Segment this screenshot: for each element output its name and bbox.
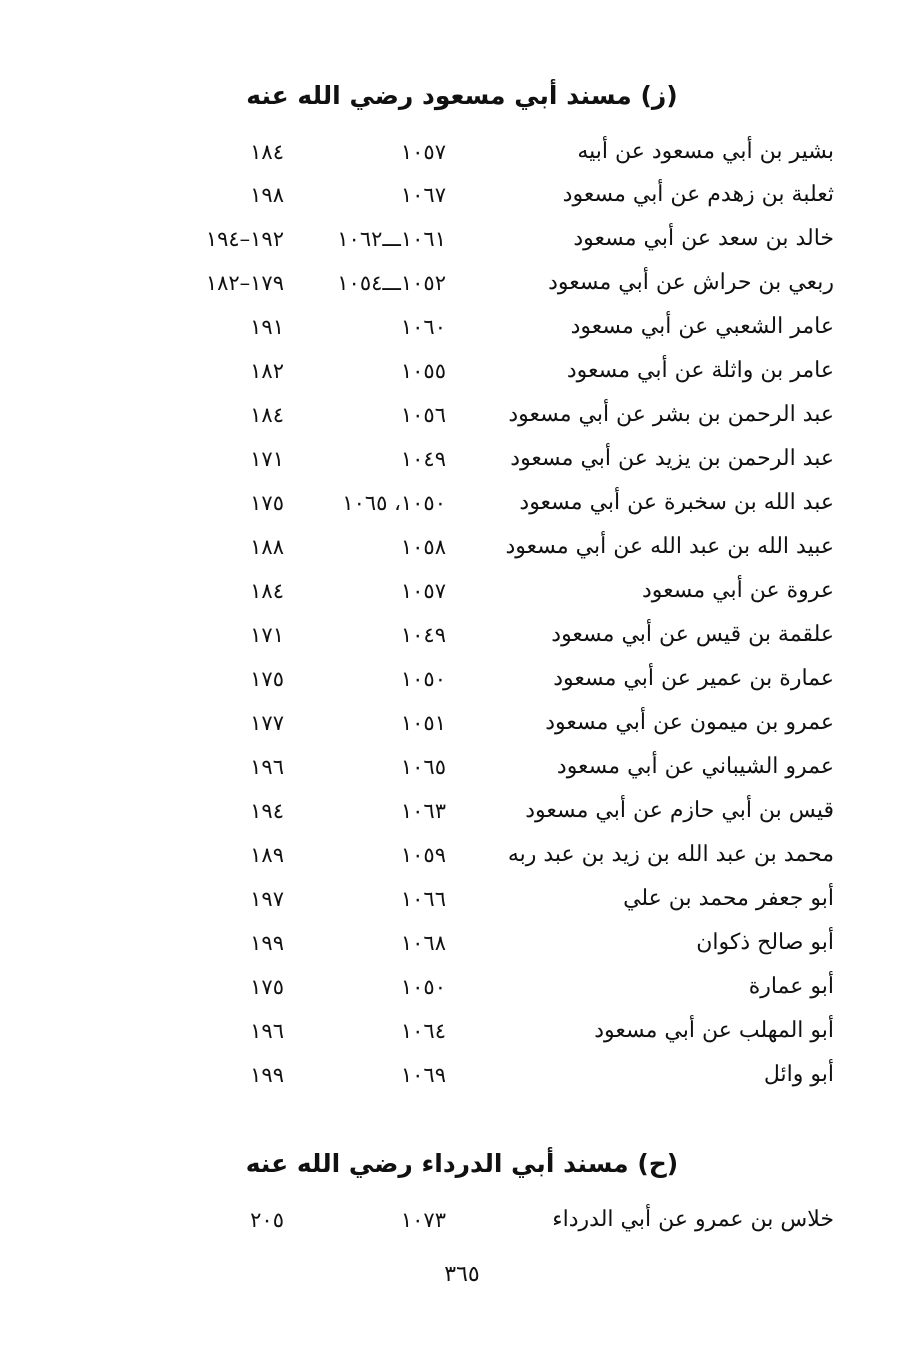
page-reference: ١٩٦: [250, 1019, 284, 1043]
hadith-number: ١٠٦٧: [400, 183, 446, 207]
index-row: [0, 527, 924, 567]
index-row: [0, 175, 924, 215]
page-reference: ١٧٥: [250, 667, 284, 691]
page-reference: ١٨٨: [250, 535, 284, 559]
hadith-number: ١٠٥٩: [400, 843, 446, 867]
hadith-number: ١٠٤٩: [400, 447, 446, 471]
index-row: [0, 571, 924, 611]
hadith-number: ١٠٦٩: [400, 1063, 446, 1087]
section-title-abi-masud: (ز) مسند أبي مسعود رضي الله عنه: [246, 81, 678, 110]
index-row: [0, 1055, 924, 1095]
hadith-number: ١٠٥٥: [400, 359, 446, 383]
page-reference: ١٨٤: [250, 403, 284, 427]
section-title-abi-darda: (ح) مسند أبي الدرداء رضي الله عنه: [245, 1149, 679, 1178]
narrator-name: بشير بن أبي مسعود عن أبيه: [577, 139, 834, 164]
hadith-number: ١٠٥٦: [400, 403, 446, 427]
page-reference: ١٧١: [250, 623, 284, 647]
index-row: [0, 439, 924, 479]
narrator-name: عمارة بن عمير عن أبي مسعود: [553, 666, 834, 691]
index-row: [0, 791, 924, 831]
page-reference: ٢٠٥: [250, 1208, 284, 1232]
page-reference: ١٩٩: [250, 1063, 284, 1087]
narrator-name: عامر الشعبي عن أبي مسعود: [570, 314, 834, 339]
page-reference: ١٩٧: [250, 887, 284, 911]
narrator-name: علقمة بن قيس عن أبي مسعود: [551, 622, 834, 647]
hadith-number: ١٠٥٧: [400, 140, 446, 164]
narrator-name: عبد الرحمن بن بشر عن أبي مسعود: [508, 402, 834, 427]
page-reference: ١٧٧: [250, 711, 284, 735]
narrator-name: أبو جعفر محمد بن علي: [623, 886, 834, 911]
page-reference: ١٨٢: [250, 359, 284, 383]
narrator-name: عمرو الشيباني عن أبي مسعود: [556, 754, 834, 779]
index-row: [0, 1200, 924, 1240]
hadith-number: ١٠٤٩: [400, 623, 446, 647]
narrator-name: عمرو بن ميمون عن أبي مسعود: [545, 710, 834, 735]
index-row: [0, 219, 924, 259]
narrator-name: عروة عن أبي مسعود: [641, 578, 834, 603]
hadith-number: ١٠٦٨: [400, 931, 446, 955]
page-reference: ١٩٦: [250, 755, 284, 779]
hadith-number: ١٠٦٥: [400, 755, 446, 779]
index-row: [0, 132, 924, 172]
page-reference: ١٩٩: [250, 931, 284, 955]
hadith-number: ١٠٦٤: [400, 1019, 446, 1043]
index-row: [0, 263, 924, 303]
hadith-number: ١٠٦٠: [400, 315, 446, 339]
page-number: ٣٦٥: [444, 1262, 480, 1287]
hadith-number: ١٠٥٠: [400, 667, 446, 691]
narrator-name: أبو عمارة: [748, 974, 834, 999]
hadith-number: ١٠٥٧: [400, 579, 446, 603]
index-row: [0, 835, 924, 875]
hadith-number: ١٠٥٨: [400, 535, 446, 559]
hadith-number: ١٠٥١: [400, 711, 446, 735]
index-row: [0, 307, 924, 347]
narrator-name: أبو المهلب عن أبي مسعود: [594, 1018, 834, 1043]
narrator-name: قيس بن أبي حازم عن أبي مسعود: [525, 798, 834, 823]
index-row: [0, 395, 924, 435]
index-row: [0, 1011, 924, 1051]
page-reference: ١٧١: [250, 447, 284, 471]
narrator-name: عبد الله بن سخبرة عن أبي مسعود: [519, 490, 834, 515]
page-reference: ١٨٤: [250, 579, 284, 603]
page-reference: ١٧٩–١٨٢: [205, 271, 284, 295]
page-reference: ١٩١: [250, 315, 284, 339]
narrator-name: عبد الرحمن بن يزيد عن أبي مسعود: [510, 446, 834, 471]
page-reference: ١٩٨: [250, 183, 284, 207]
page-reference: ١٨٩: [250, 843, 284, 867]
index-row: [0, 703, 924, 743]
page-reference: ١٩٢–١٩٤: [205, 227, 284, 251]
hadith-number: ١٠٥٠، ١٠٦٥: [342, 491, 446, 515]
narrator-name: ثعلبة بن زهدم عن أبي مسعود: [562, 182, 834, 207]
index-row: [0, 747, 924, 787]
narrator-name: ربعي بن حراش عن أبي مسعود: [548, 270, 834, 295]
page-reference: ١٨٤: [250, 140, 284, 164]
narrator-name: خلاس بن عمرو عن أبي الدرداء: [552, 1207, 834, 1232]
hadith-number: ١٠٦١ـــ١٠٦٢: [337, 227, 446, 251]
index-row: [0, 659, 924, 699]
hadith-number: ١٠٦٦: [400, 887, 446, 911]
index-row: [0, 879, 924, 919]
hadith-number: ١٠٥٢ـــ١٠٥٤: [337, 271, 446, 295]
page-reference: ١٧٥: [250, 491, 284, 515]
hadith-number: ١٠٧٣: [400, 1208, 446, 1232]
index-row: [0, 483, 924, 523]
narrator-name: أبو صالح ذكوان: [696, 930, 834, 955]
narrator-name: عبيد الله بن عبد الله عن أبي مسعود: [505, 534, 834, 559]
page-reference: ١٧٥: [250, 975, 284, 999]
index-row: [0, 967, 924, 1007]
narrator-name: محمد بن عبد الله بن زيد بن عبد ربه: [507, 842, 834, 867]
index-row: [0, 923, 924, 963]
hadith-number: ١٠٥٠: [400, 975, 446, 999]
index-row: [0, 615, 924, 655]
page-reference: ١٩٤: [250, 799, 284, 823]
hadith-number: ١٠٦٣: [400, 799, 446, 823]
narrator-name: خالد بن سعد عن أبي مسعود: [573, 226, 834, 251]
narrator-name: عامر بن واثلة عن أبي مسعود: [566, 358, 834, 383]
narrator-name: أبو وائل: [763, 1062, 834, 1087]
index-row: [0, 351, 924, 391]
